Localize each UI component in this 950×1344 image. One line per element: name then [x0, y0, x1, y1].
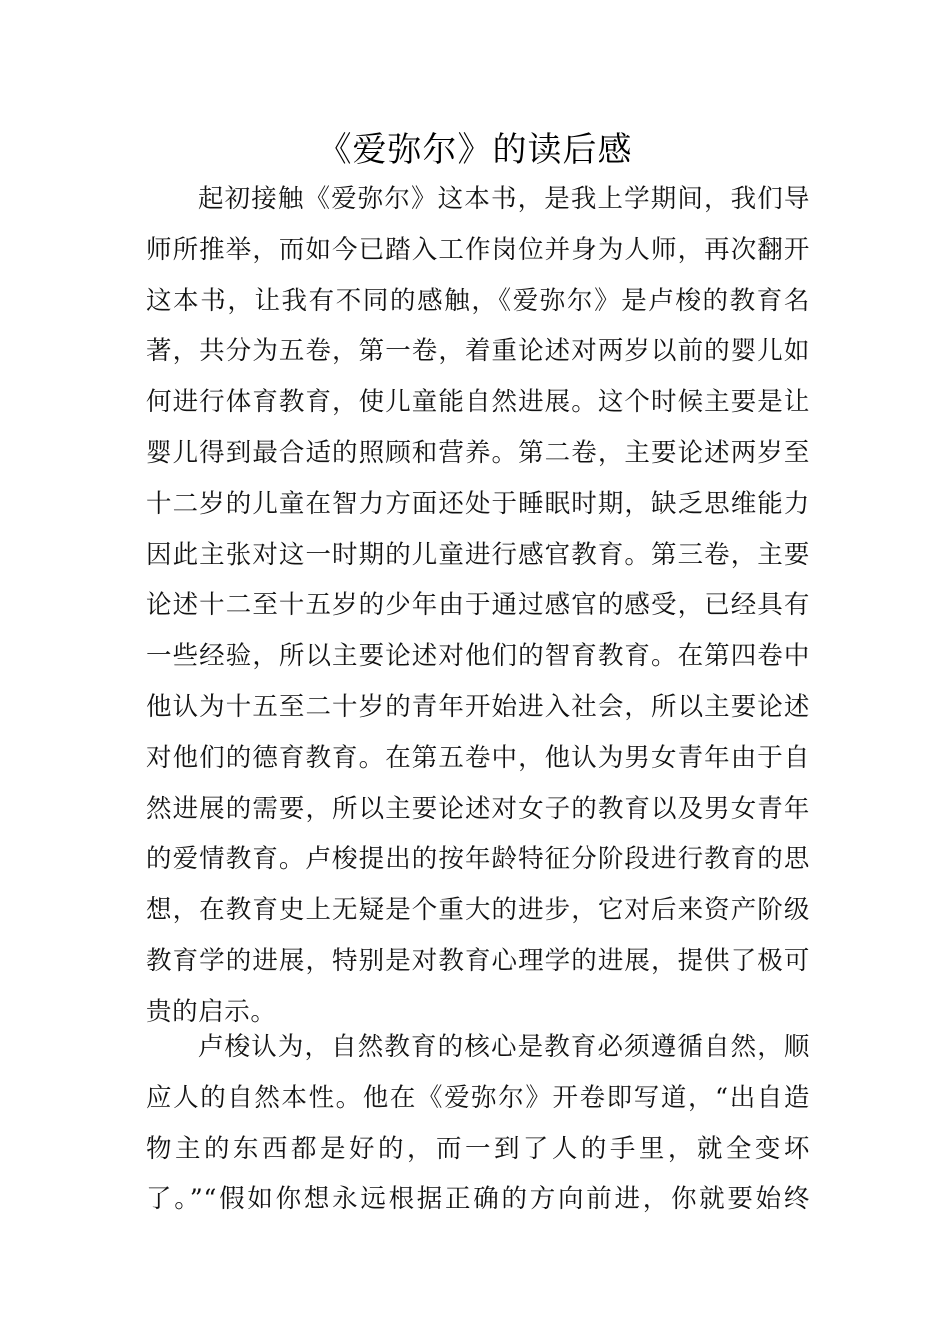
paragraph-line: 了。”“假如你想永远根据正确的方向前进，你就要始终 [146, 1184, 810, 1215]
document-title: 《爱弥尔》的读后感 [317, 130, 633, 170]
paragraph-line: 然进展的需要，所以主要论述对女子的教育以及男女青年 [146, 793, 810, 824]
paragraph-line: 的爱情教育。卢梭提出的按年龄特征分阶段进行教育的思 [146, 844, 810, 875]
paragraph-line: 师所推举，而如今已踏入工作岗位并身为人师，再次翻开 [146, 234, 810, 265]
paragraph-line: 贵的启示。 [146, 996, 277, 1027]
paragraph-line: 物主的东西都是好的，而一到了人的手里，就全变坏 [146, 1133, 810, 1164]
paragraph-line: 因此主张对这一时期的儿童进行感官教育。第三卷，主要 [146, 539, 810, 570]
paragraph-line: 婴儿得到最合适的照顾和营养。第二卷，主要论述两岁至 [146, 437, 810, 468]
paragraph-line: 何进行体育教育，使儿童能自然进展。这个时候主要是让 [146, 387, 810, 418]
paragraph-2 [146, 1022, 810, 1225]
paragraph-1 [146, 174, 810, 1038]
paragraph-line: 对他们的德育教育。在第五卷中，他认为男女青年由于自 [146, 742, 810, 773]
paragraph-line: 论述十二至十五岁的少年由于通过感官的感受，已经具有 [146, 590, 810, 621]
paragraph-line: 教育学的进展，特别是对教育心理学的进展，提供了极可 [146, 945, 810, 976]
paragraph-line: 卢梭认为，自然教育的核心是教育必须遵循自然，顺 [198, 1032, 810, 1062]
paragraph-line: 起初接触《爱弥尔》这本书，是我上学期间，我们导 [198, 184, 810, 214]
paragraph-line: 十二岁的儿童在智力方面还处于睡眠时期，缺乏思维能力 [146, 488, 810, 519]
paragraph-line: 想，在教育史上无疑是个重大的进步，它对后来资产阶级 [146, 895, 810, 926]
paragraph-line: 一些经验，所以主要论述对他们的智育教育。在第四卷中 [146, 641, 810, 672]
paragraph-line: 这本书，让我有不同的感触，《爱弥尔》是卢梭的教育名 [146, 285, 810, 316]
paragraph-line: 著，共分为五卷，第一卷，着重论述对两岁以前的婴儿如 [146, 336, 810, 367]
paragraph-line: 应人的自然本性。他在《爱弥尔》开卷即写道，“出自造 [146, 1082, 810, 1113]
paragraph-line: 他认为十五至二十岁的青年开始进入社会，所以主要论述 [146, 691, 810, 722]
